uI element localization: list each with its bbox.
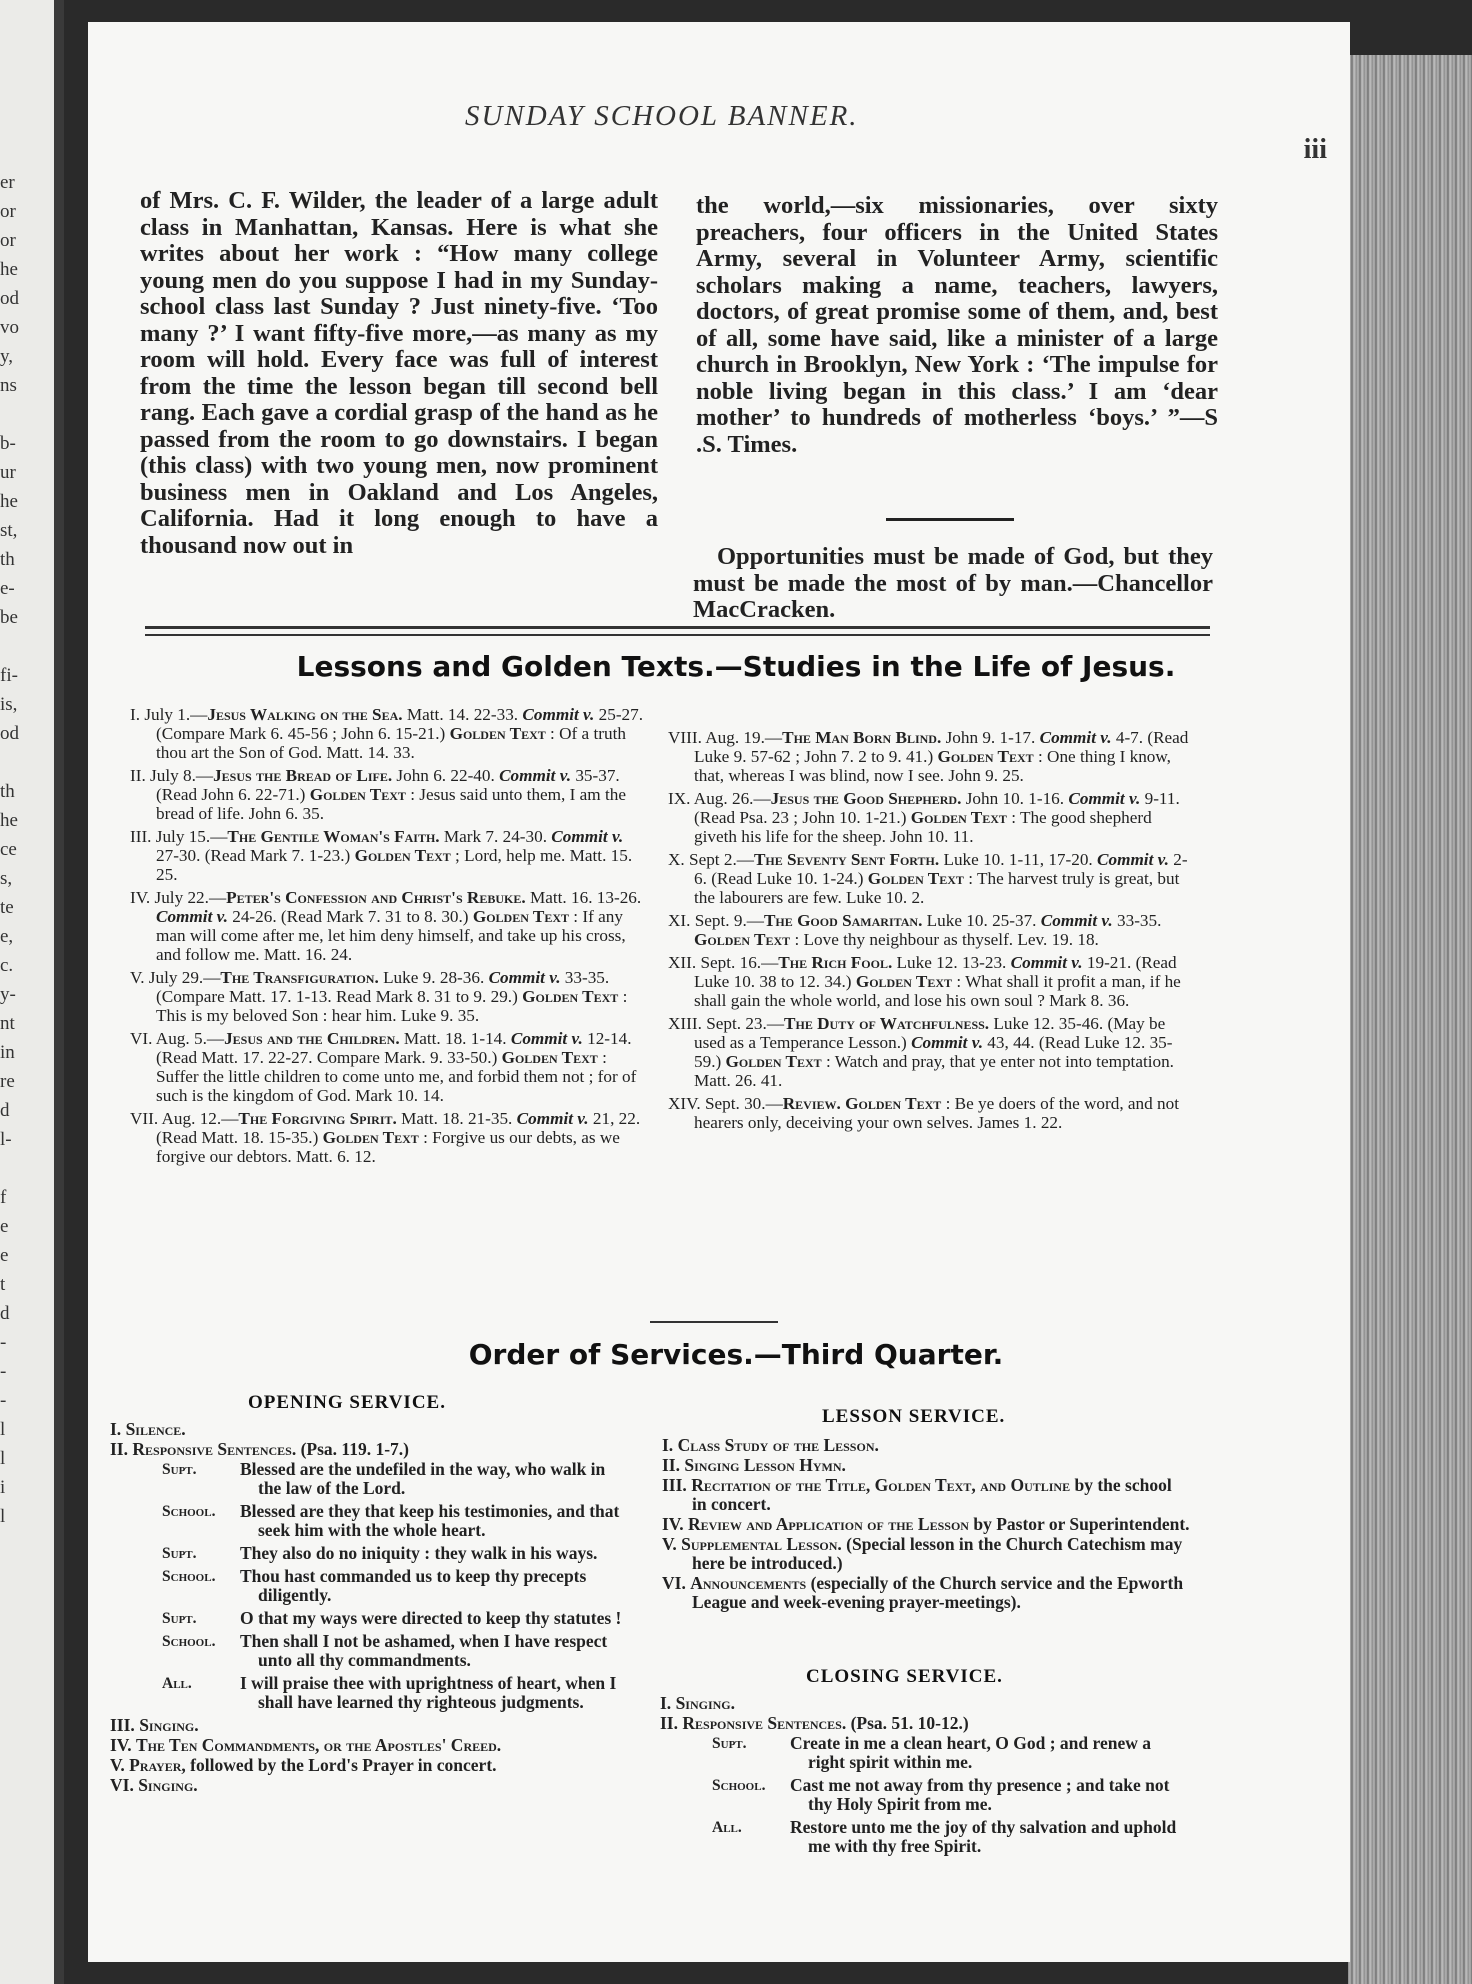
golden-text-label: Golden Text	[694, 930, 791, 949]
facing-page-fragment-line: th	[0, 781, 15, 802]
lesson-reference: Mark 7. 24-30.	[439, 827, 552, 846]
lesson-reference: Luke 9. 28-36.	[378, 968, 489, 987]
service-item-label: The Ten Commandments, or the Apostles' Creed.	[135, 1735, 502, 1755]
responsive-sentence	[162, 1632, 630, 1670]
service-item-detail: (Special lesson in the Church Catechism may here be introduced.)	[692, 1534, 1183, 1573]
facing-page-fragment-line: f	[0, 1187, 7, 1208]
article-left-text: of Mrs. C. F. Wilder, the leader of a large adult class in Manhattan, Kansas. Here is what she writes about her work : “How many college young men do you suppose I had in my Sunday-school class last Sunday ? Just ninety-five. ‘Too many ?’ I want fifty-five more,—as many as my room will hold. Every face was full of interest from the time the lesson began till second bell rang. Each gave a cordial grasp of the hand as he passed from the room to go downstairs. I began (this class) with two young men, now prominent business men in Oakland and Los Angeles, California. Had it long enough to have a thousand now out in	[140, 187, 658, 559]
facing-page-fragment-line: ce	[0, 839, 17, 860]
lesson-reference: Luke 10. 1-11, 17-20.	[939, 850, 1098, 869]
page-number: iii	[1303, 134, 1327, 165]
responsive-sentence	[712, 1818, 1180, 1856]
facing-page-fragment-line: -	[0, 1361, 7, 1382]
responsive-sentence	[162, 1544, 630, 1563]
service-item	[110, 1776, 630, 1795]
lesson-date: Aug. 26.—	[693, 789, 771, 808]
lesson-service-heading: LESSON SERVICE.	[822, 1406, 1006, 1427]
service-item-label: Silence.	[125, 1419, 186, 1439]
lesson-reference: John 10. 1-16.	[961, 789, 1069, 808]
service-item-number: IV.	[110, 1735, 136, 1755]
facing-page-fragment-line: d	[0, 1303, 10, 1324]
service-item	[662, 1436, 1190, 1455]
speaker-label: School.	[162, 1633, 216, 1650]
commit-verses: 9-11. (Read Psa. 23 ; John 10. 1-21.)	[694, 789, 1180, 827]
facing-page-fragment-line: te	[0, 897, 14, 918]
golden-text-label: Golden Text	[910, 808, 1007, 827]
commit-label: Commit v.	[516, 1109, 589, 1128]
facing-page-fragment-line: in	[0, 1042, 15, 1063]
service-item-label: Class Study of the Lesson.	[677, 1435, 879, 1455]
lesson-reference: Matt. 18. 21-35.	[396, 1109, 517, 1128]
lesson-entry	[130, 766, 650, 823]
service-item	[660, 1714, 1180, 1733]
lesson-title: Review.	[782, 1094, 841, 1113]
service-item-label: Singing.	[139, 1715, 199, 1735]
order-section-title: Order of Services.—Third Quarter.	[468, 1338, 1004, 1371]
service-item	[110, 1716, 630, 1735]
lesson-number: III.	[130, 827, 156, 846]
facing-page-fragment-line: nt	[0, 1013, 15, 1034]
service-item-number: V.	[662, 1534, 682, 1554]
service-item-label: Singing.	[675, 1693, 736, 1713]
lesson-reference: Matt. 18. 1-14.	[399, 1029, 511, 1048]
lesson-entry	[668, 850, 1193, 907]
facing-page-fragment-line: -	[0, 1332, 7, 1353]
service-item-number: V.	[110, 1755, 130, 1775]
lesson-entry	[668, 789, 1193, 846]
lesson-reference: Matt. 16. 13-26.	[525, 888, 642, 907]
response-text: Blessed are the undefiled in the way, who walk in the law of the Lord.	[240, 1459, 606, 1498]
responsive-sentence	[712, 1734, 1180, 1772]
lesson-entry	[130, 827, 650, 884]
service-item-number: II.	[660, 1713, 683, 1733]
golden-text: : If any man will come after me, let him deny himself, and take up his cross, and follow me. Matt. 16. 24.	[156, 907, 626, 964]
facing-page-fragment-line: od	[0, 288, 19, 309]
service-item-number: VI.	[662, 1573, 691, 1593]
lesson-date: Sept. 9.—	[694, 911, 764, 930]
service-item	[110, 1420, 630, 1439]
service-item-detail: (Psa. 51. 10-12.)	[846, 1713, 969, 1733]
golden-text-label: Golden Text	[309, 785, 406, 804]
service-item-detail: by the school in concert.	[692, 1475, 1172, 1514]
facing-page-fragment-line: l-	[0, 1129, 12, 1150]
article-right-column	[696, 193, 1218, 458]
commit-label: Commit v.	[1039, 728, 1112, 747]
facing-page-fragment-line: er	[0, 172, 15, 193]
lesson-number: VIII.	[668, 728, 706, 747]
closing-service-heading: CLOSING SERVICE.	[806, 1666, 1003, 1687]
service-item-number: I.	[110, 1419, 126, 1439]
page-gutter	[54, 0, 64, 1984]
golden-text: : What shall it profit a man, if he shall gain the whole world, and lose his own soul ? Mark 8. 36.	[694, 972, 1181, 1010]
lesson-entry	[668, 1014, 1193, 1090]
facing-page-fragment-line: l	[0, 1506, 6, 1527]
lesson-date: Sept. 30.—	[704, 1094, 783, 1113]
response-text: O that my ways were directed to keep thy statutes !	[240, 1608, 622, 1628]
golden-text: : Love thy neighbour as thyself. Lev. 19. 18.	[790, 930, 1099, 949]
service-item-number: IV.	[662, 1514, 688, 1534]
running-title: SUNDAY SCHOOL BANNER.	[465, 100, 859, 132]
facing-page-fragment-line: e-	[0, 578, 15, 599]
service-item-number: VI.	[110, 1775, 139, 1795]
commit-verses: 2-6. (Read Luke 10. 1-24.)	[694, 850, 1188, 888]
service-item-label: Recitation of the Title, Golden Text, and Outline	[691, 1475, 1071, 1495]
service-item-label: Review and Application of the Lesson	[687, 1514, 969, 1534]
service-item	[662, 1476, 1190, 1514]
facing-page-fragment	[0, 0, 64, 1984]
facing-page-fragment-line: re	[0, 1071, 15, 1092]
golden-text-label: Golden Text	[845, 1094, 942, 1113]
golden-text: : Watch and pray, that ye enter not into temptation. Matt. 26. 41.	[694, 1052, 1174, 1090]
lesson-date: Aug. 19.—	[705, 728, 783, 747]
response-text: Blessed are they that keep his testimonies, and that seek him with the whole heart.	[240, 1501, 620, 1540]
response-text: Restore unto me the joy of thy salvation and uphold me with thy free Spirit.	[790, 1817, 1177, 1856]
service-item-label: Announcements	[690, 1573, 807, 1593]
section-double-rule	[145, 626, 1210, 636]
commit-label: Commit v.	[1068, 789, 1141, 808]
service-item	[110, 1440, 630, 1459]
book-page-edges	[1348, 55, 1472, 1984]
speaker-label: All.	[162, 1675, 192, 1692]
golden-text: ; Lord, help me. Matt. 15. 25.	[156, 846, 633, 884]
lesson-number: IV.	[130, 888, 155, 907]
lesson-title: The Good Samaritan.	[763, 911, 923, 930]
lesson-number: IX.	[668, 789, 694, 808]
lesson-number: XII.	[668, 953, 701, 972]
service-item	[662, 1456, 1190, 1475]
lesson-title: The Gentile Woman's Faith.	[227, 827, 440, 846]
speaker-label: Supt.	[162, 1610, 197, 1627]
response-text: Cast me not away from thy presence ; and take not thy Holy Spirit from me.	[790, 1775, 1170, 1814]
service-item	[110, 1736, 630, 1755]
responsive-sentence	[162, 1674, 630, 1712]
golden-text: : Jesus said unto them, I am the bread of life. John 6. 35.	[156, 785, 626, 823]
golden-text-label: Golden Text	[855, 972, 953, 991]
golden-text: : This is my beloved Son : hear him. Luke 9. 35.	[156, 987, 628, 1025]
responsive-sentence	[162, 1609, 630, 1628]
response-text: They also do no iniquity : they walk in his ways.	[240, 1543, 598, 1563]
lesson-title: The Seventy Sent Forth.	[753, 850, 940, 869]
facing-page-fragment-line: fi-	[0, 665, 18, 686]
service-item	[662, 1515, 1190, 1534]
golden-text-label: Golden Text	[522, 987, 619, 1006]
lesson-date: July 29.—	[148, 968, 221, 987]
response-text: Thou hast commanded us to keep thy precepts diligently.	[240, 1566, 587, 1605]
service-item	[662, 1574, 1190, 1612]
commit-verses: 35-37. (Read John 6. 22-71.)	[156, 766, 620, 804]
quote-text: Opportunities must be made of God, but they must be made the most of by man.—Chancellor MacCracken.	[693, 543, 1213, 623]
responsive-sentence	[162, 1460, 630, 1498]
lesson-number: II.	[130, 766, 151, 785]
facing-page-fragment-line: be	[0, 607, 18, 628]
lesson-title: The Forgiving Spirit.	[238, 1109, 397, 1128]
golden-text-label: Golden Text	[501, 1048, 598, 1067]
facing-page-fragment-line: od	[0, 723, 19, 744]
lesson-number: X.	[668, 850, 690, 869]
lesson-reference: Luke 12. 35-46. (May be used as a Temperance Lesson.)	[694, 1014, 1166, 1052]
facing-page-fragment-line: th	[0, 549, 15, 570]
commit-verses: 43, 44. (Read Luke 12. 35-59.)	[694, 1033, 1173, 1071]
facing-page-fragment-line: l	[0, 1419, 6, 1440]
golden-text-label: Golden Text	[322, 1128, 419, 1147]
commit-label: Commit v.	[510, 1029, 583, 1048]
lesson-entry	[668, 953, 1193, 1010]
golden-text-label: Golden Text	[867, 869, 964, 888]
lesson-date: Sept. 23.—	[706, 1014, 785, 1033]
golden-text: : The harvest truly is great, but the labourers are few. Luke 10. 2.	[694, 869, 1180, 907]
lesson-entry	[130, 968, 650, 1025]
commit-verses: 21, 22. (Read Matt. 18. 15-35.)	[156, 1109, 641, 1147]
service-item-number: III.	[662, 1475, 692, 1495]
response-text: Create in me a clean heart, O God ; and renew a right spirit within me.	[790, 1733, 1151, 1772]
golden-text-label: Golden Text	[449, 724, 546, 743]
lesson-title: The Rich Fool.	[778, 953, 893, 972]
lesson-entry	[130, 1029, 650, 1105]
response-text: Then shall I not be ashamed, when I have respect unto all thy commandments.	[240, 1631, 608, 1670]
lesson-title: Peter's Confession and Christ's Rebuke.	[226, 888, 526, 907]
lesson-number: VII.	[130, 1109, 162, 1128]
speaker-label: Supt.	[162, 1461, 197, 1478]
service-item-label: Singing.	[138, 1775, 198, 1795]
facing-page-fragment-line: ns	[0, 375, 17, 396]
service-item-label: Responsive Sentences.	[132, 1439, 297, 1459]
lesson-date: July 22.—	[154, 888, 227, 907]
closing-service-list	[660, 1694, 1180, 1860]
commit-label: Commit v.	[156, 907, 228, 926]
commit-verses: 33-35. (Compare Matt. 17. 1-13. Read Mark 8. 31 to 9. 29.)	[156, 968, 610, 1006]
service-item-detail: (Psa. 119. 1-7.)	[296, 1439, 409, 1459]
facing-page-fragment-line: c.	[0, 955, 14, 976]
lesson-entry	[130, 1109, 650, 1166]
commit-verses: 12-14. (Read Matt. 17. 22-27. Compare Mark. 9. 33-50.)	[156, 1029, 632, 1067]
golden-text-label: Golden Text	[725, 1052, 822, 1071]
lesson-number: VI.	[130, 1029, 156, 1048]
facing-page-fragment-line: is,	[0, 694, 18, 715]
lesson-number: XI.	[668, 911, 695, 930]
service-item-detail: (especially of the Church service and the Epworth League and week-evening prayer-meetings).	[692, 1573, 1184, 1612]
facing-page-fragment-line: t	[0, 1274, 6, 1295]
opening-service-heading: OPENING SERVICE.	[248, 1392, 446, 1413]
facing-page-fragment-line: -	[0, 1390, 7, 1411]
lesson-entry	[668, 911, 1193, 949]
golden-text: : One thing I know, that, whereas I was blind, now I see. John 9. 25.	[694, 747, 1171, 785]
lessons-left-column	[130, 705, 650, 1170]
facing-page-fragment-line: s,	[0, 868, 13, 889]
service-item-label: Supplemental Lesson.	[681, 1534, 842, 1554]
commit-verses: 24-26. (Read Mark 7. 31 to 8. 30.)	[227, 907, 473, 926]
lesson-title: The Transfiguration.	[220, 968, 379, 987]
commit-label: Commit v.	[551, 827, 624, 846]
facing-page-fragment-line: or	[0, 201, 16, 222]
commit-verses: 33-35.	[1112, 911, 1162, 930]
facing-page-fragment-line: i	[0, 1477, 6, 1498]
lesson-date: July 1.—	[144, 705, 208, 724]
commit-verses: 25-27. (Compare Mark 6. 45-56 ; John 6. 15-21.)	[156, 705, 644, 743]
facing-page-fragment-line: st,	[0, 520, 18, 541]
facing-page-fragment-line: e	[0, 1245, 9, 1266]
commit-verses: 27-30. (Read Mark 7. 1-23.)	[156, 846, 355, 865]
lesson-entry	[668, 728, 1193, 785]
golden-text-label: Golden Text	[937, 747, 1034, 766]
commit-label: Commit v.	[488, 968, 561, 987]
lesson-title: Jesus the Good Shepherd.	[770, 789, 962, 808]
commit-verses: 19-21. (Read Luke 10. 38 to 12. 34.)	[694, 953, 1177, 991]
golden-text-label: Golden Text	[354, 846, 451, 865]
facing-page-fragment-line: ur	[0, 462, 16, 483]
response-text: I will praise thee with uprightness of heart, when I shall have learned thy righteous judgments.	[240, 1673, 617, 1712]
article-right-text: the world,—six missionaries, over sixty preachers, four officers in the United States Army, several in Volunteer Army, scientific scholars making a name, teachers, lawyers, doctors, of great promise some of them, and, best of all, some have said, like a minister of a large church in Brooklyn, New York : ‘The impulse for noble living began in this class.’ I am ‘dear mother’ to hundreds of motherless ‘boys.’ ”—S .S. Times.	[696, 192, 1218, 458]
lesson-entry	[668, 1094, 1193, 1132]
commit-label: Commit v.	[1097, 850, 1169, 869]
golden-text: : Forgive us our debts, as we forgive our debtors. Matt. 6. 12.	[156, 1128, 620, 1166]
commit-verses: 4-7. (Read Luke 9. 57-62 ; John 7. 2 to 9. 41.)	[694, 728, 1189, 766]
facing-page-fragment-line: l	[0, 1448, 6, 1469]
lesson-reference: Luke 12. 13-23.	[892, 953, 1011, 972]
lesson-date: July 8.—	[150, 766, 214, 785]
lesson-title: Jesus Walking on the Sea.	[207, 705, 403, 724]
lesson-entry	[130, 888, 650, 964]
golden-text: : Be ye doers of the word, and not hearers only, deceiving your own selves. James 1. 22.	[694, 1094, 1180, 1132]
speaker-label: School.	[712, 1777, 766, 1794]
service-item-number: II.	[662, 1455, 685, 1475]
golden-text: : Of a truth thou art the Son of God. Matt. 14. 33.	[156, 724, 626, 762]
facing-page-fragment-line: y-	[0, 984, 16, 1005]
facing-page-fragment-line: y,	[0, 346, 14, 367]
service-item-detail: followed by the Lord's Prayer in concert.	[185, 1755, 497, 1775]
commit-label: Commit v.	[1040, 911, 1113, 930]
lesson-service-list	[662, 1436, 1190, 1613]
service-item-number: I.	[662, 1435, 678, 1455]
lessons-right-column	[668, 728, 1193, 1136]
lesson-title: The Duty of Watchfulness.	[784, 1014, 990, 1033]
lessons-divider	[650, 1321, 778, 1323]
service-item-number: III.	[110, 1715, 140, 1735]
commit-label: Commit v.	[911, 1033, 983, 1052]
speaker-label: Supt.	[712, 1735, 747, 1752]
commit-label: Commit v.	[499, 766, 572, 785]
lesson-entry	[130, 705, 650, 762]
service-item-label: Prayer,	[129, 1755, 186, 1775]
lesson-date: Aug. 12.—	[161, 1109, 239, 1128]
service-item-detail: by Pastor or Superintendent.	[968, 1514, 1190, 1534]
lesson-reference: Matt. 14. 22-33.	[402, 705, 523, 724]
opening-service-list	[110, 1420, 630, 1796]
service-item	[662, 1535, 1190, 1573]
speaker-label: School.	[162, 1503, 216, 1520]
responsive-sentence	[712, 1776, 1180, 1814]
commit-label: Commit v.	[522, 705, 595, 724]
lesson-date: Aug. 5.—	[155, 1029, 225, 1048]
lesson-date: Sept 2.—	[689, 850, 754, 869]
responsive-sentence	[162, 1502, 630, 1540]
facing-page-fragment-line: vo	[0, 317, 19, 338]
facing-page-fragment-line: he	[0, 810, 18, 831]
lesson-reference: John 6. 22-40.	[392, 766, 500, 785]
commit-label: Commit v.	[1010, 953, 1083, 972]
service-item-label: Responsive Sentences.	[682, 1713, 847, 1733]
lesson-reference: John 9. 1-17.	[941, 728, 1040, 747]
service-item	[660, 1694, 1180, 1713]
service-item-number: II.	[110, 1439, 133, 1459]
lesson-number: XIII.	[668, 1014, 707, 1033]
facing-page-fragment-line: or	[0, 230, 16, 251]
facing-page-fragment-line: e	[0, 1216, 9, 1237]
facing-page-fragment-line: b-	[0, 433, 16, 454]
lesson-title: Jesus and the Children.	[224, 1029, 400, 1048]
facing-page-fragment-line: he	[0, 259, 18, 280]
lesson-number: V.	[130, 968, 149, 987]
facing-page-fragment-line: he	[0, 491, 18, 512]
service-item-number: I.	[660, 1693, 676, 1713]
facing-page-fragment-line: e,	[0, 926, 14, 947]
facing-page-fragment-line: d	[0, 1100, 10, 1121]
lesson-title: Jesus the Bread of Life.	[213, 766, 393, 785]
golden-text-label: Golden Text	[472, 907, 569, 926]
lessons-section-title: Lessons and Golden Texts.—Studies in the Life of Jesus.	[296, 650, 1176, 683]
lesson-number: XIV.	[668, 1094, 705, 1113]
golden-text: : Suffer the little children to come unto me, and forbid them not ; for of such is the kingdom of God. Mark 10. 14.	[156, 1048, 637, 1105]
speaker-label: School.	[162, 1568, 216, 1585]
golden-text: : The good shepherd giveth his life for the sheep. John 10. 11.	[694, 808, 1152, 846]
lesson-reference: Luke 10. 25-37.	[922, 911, 1041, 930]
lesson-title: The Man Born Blind.	[782, 728, 942, 747]
responsive-sentence	[162, 1567, 630, 1605]
lesson-date: Sept. 16.—	[700, 953, 779, 972]
article-left-column	[140, 188, 658, 559]
lesson-number: I.	[130, 705, 145, 724]
service-item-label: Singing Lesson Hymn.	[684, 1455, 846, 1475]
speaker-label: All.	[712, 1819, 742, 1836]
service-item	[110, 1756, 630, 1775]
quote-block	[693, 544, 1213, 624]
article-divider	[886, 518, 1014, 521]
speaker-label: Supt.	[162, 1545, 197, 1562]
lesson-date: July 15.—	[155, 827, 228, 846]
